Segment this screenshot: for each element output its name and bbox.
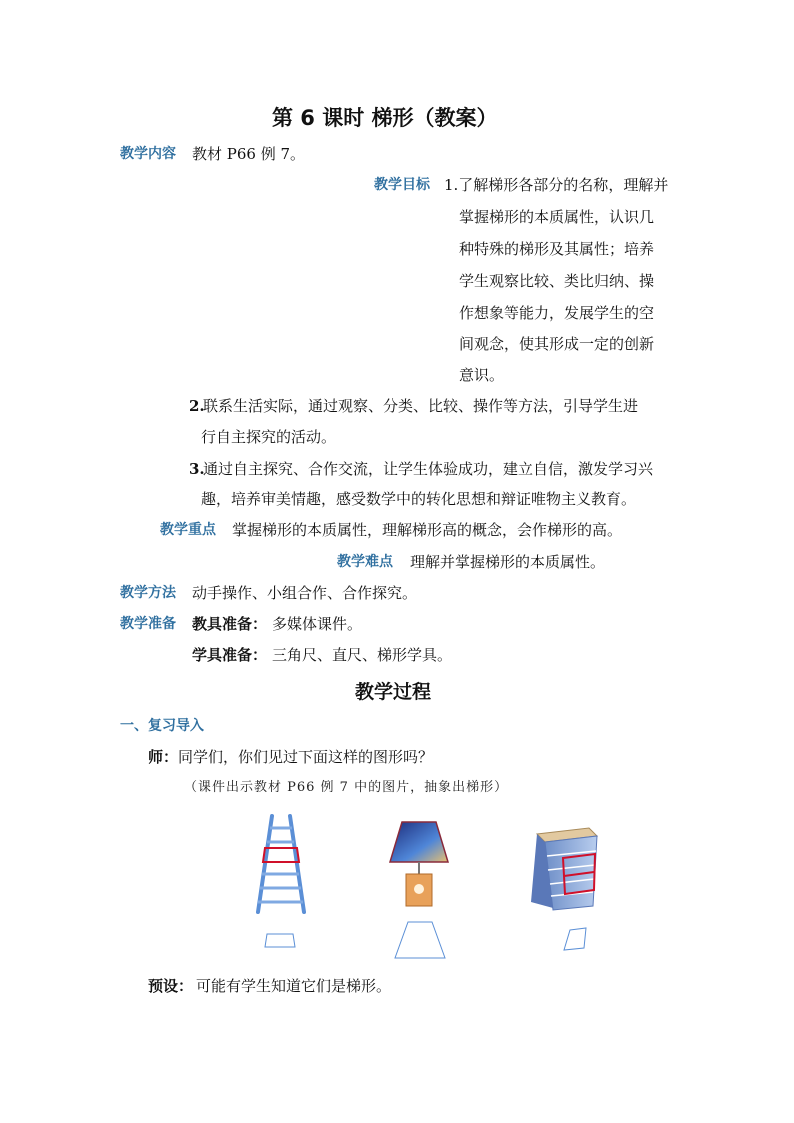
lamp-image — [384, 820, 454, 910]
objectives-label: 教学目标 — [374, 177, 430, 193]
key-point-label: 教学重点 — [160, 522, 216, 538]
trapezoid-outline-3 — [560, 926, 590, 952]
objective-3-number: 3. — [189, 460, 205, 478]
trapezoid-outline-2 — [392, 920, 448, 962]
objective-2-number: 2. — [189, 397, 205, 415]
objective-1-line: 1.了解梯形各部分的名称，理解并 — [444, 176, 669, 194]
objective-1-line: 意识。 — [459, 366, 505, 384]
objective-1-line: 掌握梯形的本质属性，认识几 — [459, 208, 655, 226]
student-prep-label: 学具准备： — [192, 646, 268, 664]
page-title: 第 6 课时 梯形（教案） — [272, 106, 498, 130]
objective-1-line: 学生观察比较、类比归纳、操 — [459, 272, 655, 290]
difficulty-label: 教学难点 — [337, 554, 393, 570]
courseware-note: （课件出示教材 P66 例 7 中的图片，抽象出梯形） — [184, 780, 509, 795]
objective-3-line: 通过自主探究、合作交流，让学生体验成功，建立自信，激发学习兴 — [203, 460, 654, 478]
objective-3-line: 趣，培养审美情趣，感受数学中的转化思想和辩证唯物主义教育。 — [201, 490, 637, 508]
objective-2-line: 行自主探究的活动。 — [201, 428, 337, 446]
preset-label: 预设： — [148, 977, 194, 995]
difficulty-text: 理解并掌握梯形的本质属性。 — [410, 553, 606, 571]
teacher-prep-text: 多媒体课件。 — [272, 615, 363, 633]
preset-text: 可能有学生知道它们是梯形。 — [196, 977, 392, 995]
student-prep-text: 三角尺、直尺、梯形学具。 — [272, 646, 453, 664]
teacher-speaker: 师： — [148, 748, 179, 766]
method-text: 动手操作、小组合作、合作探究。 — [192, 584, 418, 602]
objective-1-line: 种特殊的梯形及其属性；培养 — [459, 240, 655, 258]
content-text: 教材 P66 例 7。 — [192, 145, 306, 163]
teacher-prep-label: 教具准备： — [192, 615, 268, 633]
preparation-label: 教学准备 — [120, 616, 176, 632]
section-review: 一、复习导入 — [120, 718, 204, 734]
method-label: 教学方法 — [120, 585, 176, 601]
key-point-text: 掌握梯形的本质属性，理解梯形高的概念，会作梯形的高。 — [232, 521, 623, 539]
objective-1-line: 作想象等能力，发展学生的空 — [459, 304, 655, 322]
teacher-question: 同学们，你们见过下面这样的图形吗？ — [178, 748, 434, 766]
vaulting-box-image — [527, 826, 602, 912]
objective-1-line: 间观念，使其形成一定的创新 — [459, 335, 655, 353]
content-label: 教学内容 — [120, 146, 176, 162]
ladder-image — [250, 812, 315, 916]
trapezoid-outline-1 — [263, 932, 299, 950]
objective-2-line: 联系生活实际，通过观察、分类、比较、操作等方法，引导学生进 — [203, 397, 639, 415]
process-title: 教学过程 — [355, 681, 432, 703]
